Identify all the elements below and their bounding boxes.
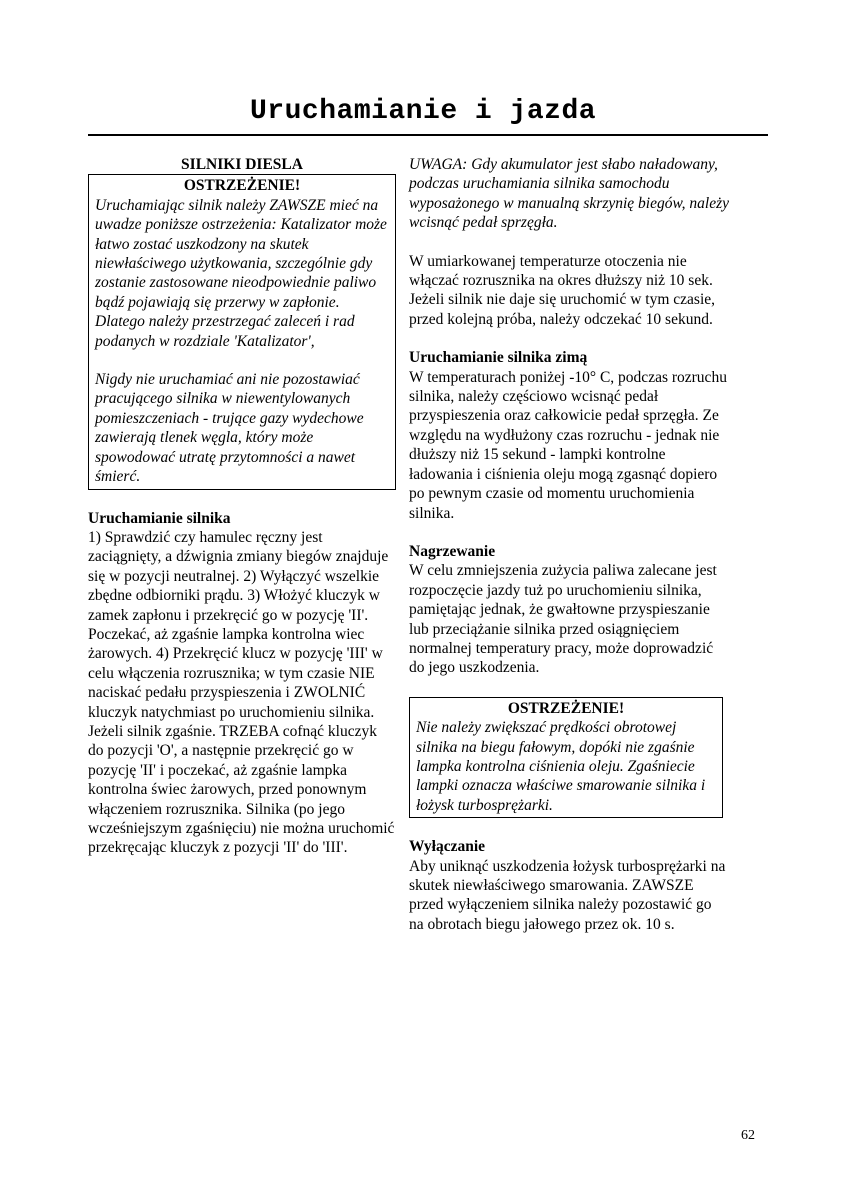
warning-paragraph-exhaust: Nigdy nie uruchamiać ani nie pozostawiać pracującego silnika w niewentylowanych pomieszczeniach - trujące gazy wydechowe zawierają tlenek węgla, który może spowodować utratę przytomności a nawet śmierć. [95,371,364,486]
warmup-text: W celu zmniejszenia zużycia paliwa zalecane jest rozpoczęcie jazdy tuż po uruchomieniu silnika, pamiętając jednak, że gwałtowne przyspieszanie lub przeciążanie silnika przed osiągnięciem normalnej temperatury pracy, może doprowadzić do jego uszkodzenia. [409,562,717,677]
shutdown-heading: Wyłączanie [409,838,486,856]
winter-heading: Uruchamianie silnika zimą [409,349,588,367]
battery-note: UWAGA: Gdy akumulator jest słabo naładowany, podczas uruchamiania silnika samochodu wyposażonego w manualną skrzynię biegów, należy wcisnąć pedał sprzęgła. [409,156,730,232]
warning-oil-text: Nie należy zwiększać prędkości obrotowej silnika na biegu fałowym, dopóki nie zgaśnie lampka kontrolna ciśnienia oleju. Zgaśniecie lampki oznacza właściwe smarowanie silnika i łożysk turbosprężarki. [416,719,706,814]
warning-box-exhaust [88,174,396,489]
warmup-heading: Nagrzewanie [409,542,496,560]
section-title: SILNIKI DIESLA [181,156,303,173]
title-rule [88,134,768,136]
page-number: 62 [741,1128,755,1143]
warning-title: OSTRZEŻENIE! [183,177,301,195]
shutdown-text: Aby uniknąć uszkodzenia łożysk turbosprężarki na skutek niewłaściwego smarowania. ZAWSZE przed wyłączeniem silnika należy pozostawić go na obrotach biegu jałowego przez ok. 10 s. [409,857,726,933]
warning-paragraph-catalyst: Uruchamiając silnik należy ZAWSZE mieć na uwadze poniższe ostrzeżenia: Katalizator może łatwo zostać uszkodzony na skutek niewłaściwego użytkowania, szczególnie gdy zostanie zastosowane nieodpowiednie paliwo bądź pojawiają się przerwy w zapłonie. Dlatego należy przestrzegać zaleceń i rad podanych w rozdziale 'Katalizator', [95,196,387,350]
start-text: 1) Sprawdzić czy hamulec ręczny jest zaciągnięty, a dźwignia zmiany biegów znajduje się w pozycji neutralnej. 2) Wyłączyć wszelkie zbędne odbiorniki prądu. 3) Włożyć kluczyk w zamek zapłonu i przekręcić go w pozycję 'II'. Poczekać, aż zgaśnie lampka kontrolna wiec żarowych. 4) Przekręcić klucz w pozycję 'III' w celu włączenia rozrusznika; w tym czasie NIE naciskać pedału przyspieszenia i ZWOLNIĆ kluczyk natychmiast po uruchomieniu silnika. Jeżeli silnik zgaśnie. TRZEBA cofnąć kluczyk do pozycji 'O', a następnie przekręcić go w pozycję 'II' i poczekać, aż zgaśnie lampka kontrolna świec żarowych, przed ponownym włączeniem rozrusznika. Silnika (po jego wcześniejszym zgaśnięciu) nie można uruchomić przekręcając kluczyk z pozycji 'II' do 'III'. [88,528,395,857]
left-column [88,155,396,858]
start-heading: Uruchamianie silnika [88,509,231,527]
winter-text: W temperaturach poniżej -10° C, podczas rozruchu silnika, należy częściowo wcisnąć pedał przyspieszenia oraz całkowicie pedał sprzęgła. Ze względu na wydłużony czas rozruchu - jednak nie dłuższy niż 15 sekund - lampki kontrolne ładowania i ciśnienia oleju mogą zgasnąć dopiero po pewnym czasie od momentu uruchomienia silnika. [409,368,727,522]
page-title: Uruchamianie i jazda [250,96,597,127]
right-column [409,155,729,934]
moderate-temperature-text: W umiarkowanej temperaturze otoczenia nie włączać rozrusznika na okres dłuższy niż 10 sek. Jeżeli silnik nie daje się uruchomić w tym czasie, przed kolejną próba, należy odczekać 10 sekund. [409,252,716,328]
warning-title: OSTRZEŻENIE! [507,699,625,717]
warning-box-oil [409,697,723,818]
